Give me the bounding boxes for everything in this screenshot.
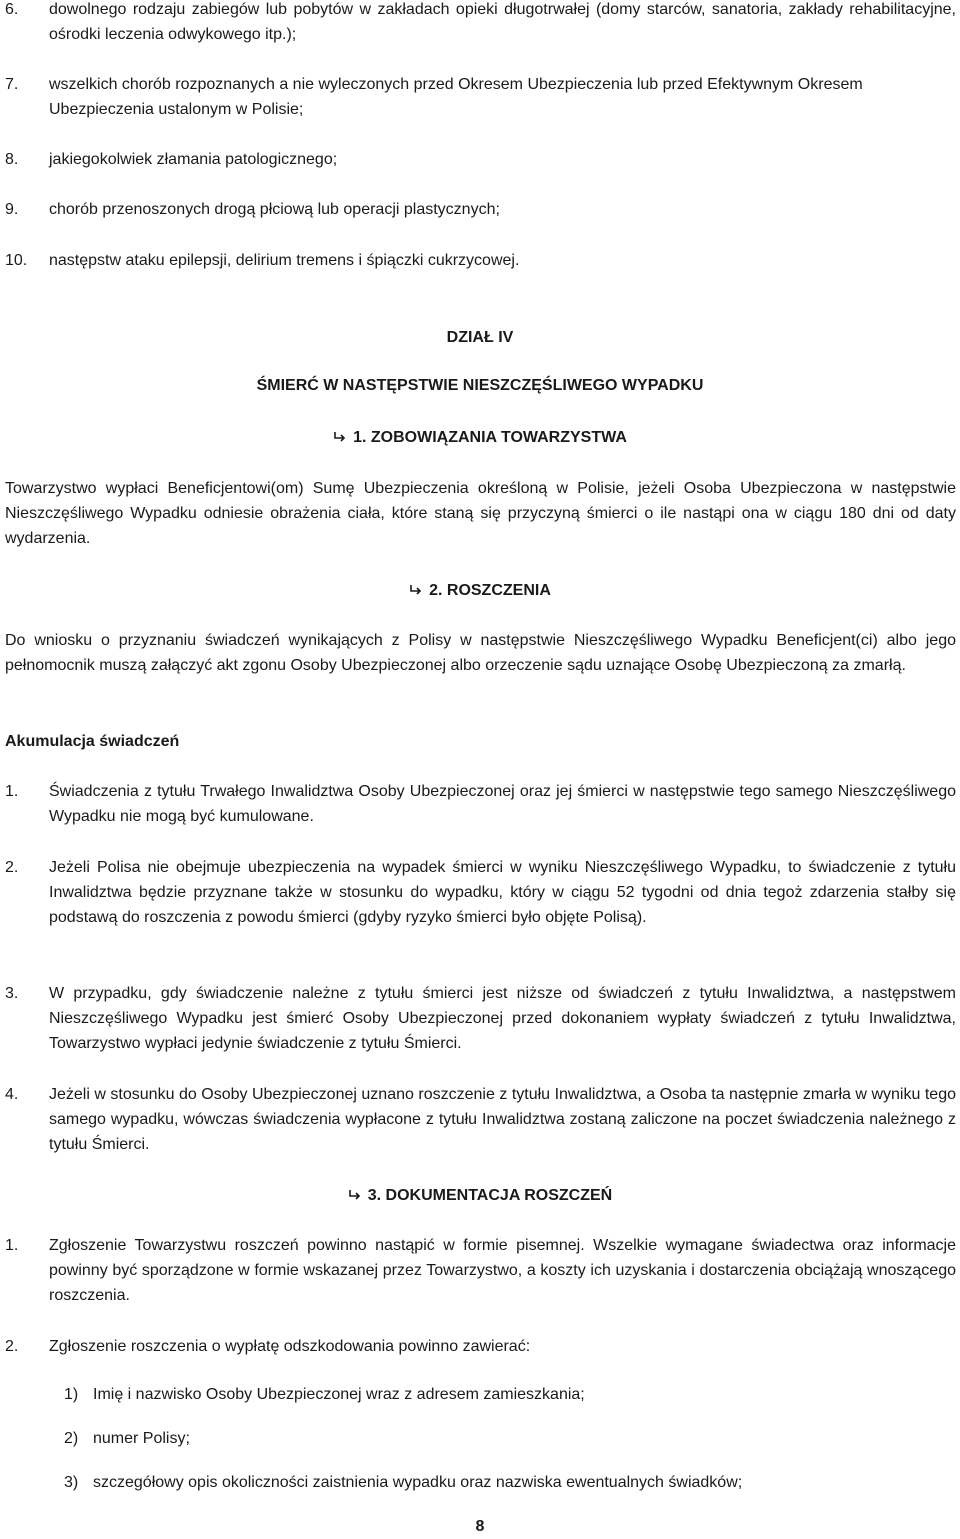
- sub-list-item-number: 1): [64, 1386, 79, 1403]
- arrow-icon: [333, 428, 347, 453]
- sub-list-item-text: numer Polisy;: [93, 1430, 190, 1447]
- list-item-number: 10.: [5, 252, 28, 269]
- heading-obligations-text: 1. ZOBOWIĄZANIA TOWARZYSTWA: [353, 429, 627, 446]
- heading-documentation: [0, 1183, 960, 1211]
- section-subtitle: ŚMIERĆ W NASTĘPSTWIE NIESZCZĘŚLIWEGO WYPADKU: [256, 377, 704, 394]
- heading-claims-text: 2. ROSZCZENIA: [429, 582, 551, 599]
- list-item-text: Zgłoszenie roszczenia o wypłatę odszkodowania powinno zawierać:: [49, 1338, 531, 1355]
- list-item-number: 4.: [5, 1086, 19, 1103]
- list-item-text: Jeżeli w stosunku do Osoby Ubezpieczonej uznano roszczenie z tytułu Inwalidztwa, a Osoba ta następnie zmarła w wyniku tego samego wypadku, wówczas świadczenia wypłacone z tytułu Inwalidztwa zostaną zaliczone na poczet świadczenia należnego z tytułu Śmierci.: [49, 1086, 956, 1153]
- list-item-text: Świadczenia z tytułu Trwałego Inwalidztwa Osoby Ubezpieczonej oraz jej śmierci w następstwie tego samego Nieszczęśliwego Wypadku nie mogą być kumulowane.: [49, 783, 956, 825]
- page-number: 8: [475, 1518, 485, 1535]
- list-item-number: 1.: [5, 1237, 19, 1254]
- list-item-number: 6.: [5, 1, 19, 18]
- sub-list-item-text: Imię i nazwisko Osoby Ubezpieczonej wraz z adresem zamieszkania;: [93, 1386, 585, 1403]
- list-item-number: 2.: [5, 1338, 19, 1355]
- list-item-number: 9.: [5, 201, 19, 218]
- arrow-icon: [348, 1186, 362, 1211]
- list-item-number: 3.: [5, 985, 19, 1002]
- list-item-text: chorób przenoszonych drogą płciową lub operacji plastycznych;: [49, 201, 500, 218]
- list-item-text: wszelkich chorób rozpoznanych a nie wyleczonych przed Okresem Ubezpieczenia lub przed Efektywnym Okresem Ubezpieczenia ustalonym w Polisie;: [49, 76, 863, 118]
- heading-documentation-text: 3. DOKUMENTACJA ROSZCZEŃ: [367, 1187, 613, 1204]
- arrow-icon: [409, 581, 423, 606]
- section-title: DZIAŁ IV: [446, 329, 514, 346]
- sub-list-item-number: 2): [64, 1430, 79, 1447]
- list-item-number: 8.: [5, 151, 19, 168]
- sub-list-item-number: 3): [64, 1474, 79, 1491]
- sub-list-item-text: szczegółowy opis okoliczności zaistnienia wypadku oraz nazwiska ewentualnych świadków;: [93, 1474, 743, 1491]
- accumulation-heading: Akumulacja świadczeń: [5, 733, 180, 750]
- list-item-text: W przypadku, gdy świadczenie należne z tytułu śmierci jest niższe od świadczeń z tytułu Inwalidztwa, a następstwem Nieszczęśliwego Wypadku jest śmierć Osoby Ubezpieczonej przed dokonaniem wypłaty świadczeń z tytułu Inwalidztwa, Towarzystwo wypłaci jedynie świadczenie z tytułu Śmierci.: [49, 985, 956, 1052]
- claims-paragraph: Do wniosku o przyznaniu świadczeń wynikających z Polisy w następstwie Nieszczęśliwego Wypadku Beneficjent(ci) albo jego pełnomocnik muszą załączyć akt zgonu Osoby Ubezpieczonej albo orzeczenie sądu uznające Osobę Ubezpieczoną za zmarłą.: [5, 632, 956, 674]
- list-item-number: 1.: [5, 783, 19, 800]
- list-item-text: jakiegokolwiek złamania patologicznego;: [49, 151, 338, 168]
- list-item-number: 7.: [5, 76, 19, 93]
- heading-claims: [0, 578, 960, 606]
- list-item-text: następstw ataku epilepsji, delirium tremens i śpiączki cukrzycowej.: [49, 252, 520, 269]
- list-item-text: Zgłoszenie Towarzystwu roszczeń powinno nastąpić w formie pisemnej. Wszelkie wymagane świadectwa oraz informacje powinny być sporządzone w formie wskazanej przez Towarzystwo, a koszty ich uzyskania i dostarczenia obciążają wnoszącego roszczenia.: [49, 1237, 956, 1304]
- list-item-text: dowolnego rodzaju zabiegów lub pobytów w zakładach opieki długotrwałej (domy starców, sanatoria, zakłady rehabilitacyjne, ośrodki leczenia odwykowego itp.);: [49, 1, 956, 43]
- list-item-number: 2.: [5, 859, 19, 876]
- obligations-paragraph: Towarzystwo wypłaci Beneficjentowi(om) Sumę Ubezpieczenia określoną w Polisie, jeżeli Osoba Ubezpieczona w następstwie Nieszczęśliwego Wypadku odniesie obrażenia ciała, które staną się przyczyną śmierci o ile nastąpi ona w ciągu 180 dni od daty wydarzenia.: [5, 480, 956, 547]
- list-item-text: Jeżeli Polisa nie obejmuje ubezpieczenia na wypadek śmierci w wyniku Nieszczęśliwego Wypadku, to świadczenie z tytułu Inwalidztwa będzie przyznane także w stosunku do wypadku, który w ciągu 52 tygodni od dnia tegoż zdarzenia stałby się podstawą do roszczenia z powodu śmierci (gdyby ryzyko śmierci było objęte Polisą).: [49, 859, 956, 926]
- heading-obligations: [0, 425, 960, 453]
